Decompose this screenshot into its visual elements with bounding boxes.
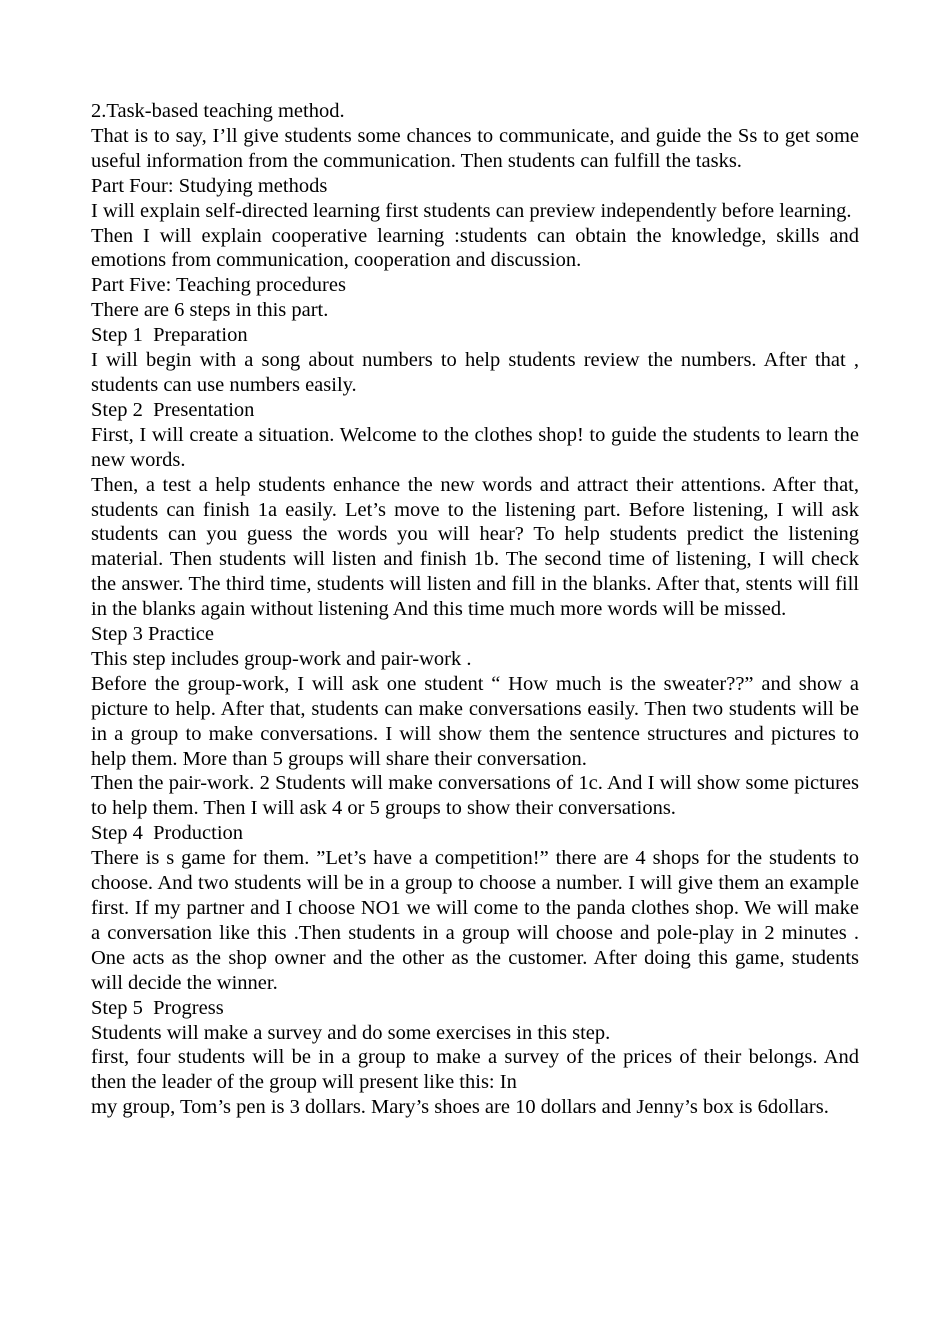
paragraph-practice-intro: This step includes group-work and pair-work .	[91, 647, 472, 670]
step-heading-preparation: Step 1 Preparation	[91, 324, 248, 347]
paragraph-progress-intro: Students will make a survey and do some exercises in this step.	[91, 1021, 611, 1044]
paragraph-progress-survey: first, four students will be in a group to make a survey of the prices of their belongs. And then the leader of the group will present like this: In	[91, 1046, 865, 1094]
paragraph-presentation-listening: Then, a test a help students enhance the new words and attract their attentions. After that, students can finish 1a easily. Let’s move to the listening part. Before listening, I will ask students can you guess the words you will hear? To help students predict the listening material. Then students will listen and finish 1b. The second time of listening, I will check the answer. The third time, students will listen and fill in the blanks. After that, stents will fill in the blanks again without listening And this time much more words will be missed.	[91, 473, 865, 621]
step-heading-production: Step 4 Production	[91, 822, 244, 845]
paragraph-preparation: I will begin with a song about numbers to help students review the numbers. After that , students can use numbers easily.	[91, 349, 865, 396]
section-heading-part-four: Part Four: Studying methods	[91, 174, 328, 197]
paragraph-progress-example: my group, Tom’s pen is 3 dollars. Mary’s shoes are 10 dollars and Jenny’s box is 6dollars.	[91, 1096, 829, 1119]
section-heading-task-based-method: 2.Task-based teaching method.	[91, 100, 345, 122]
paragraph-production-game: There is s game for them. ”Let’s have a competition!” there are 4 shops for the students to choose. And two students will be in a group to choose a number. I will give them an example first. If my partner and I choose NO1 we will come to the panda clothes shop. We will make a conversation like this .Then students in a group will choose and pole-play in 2 minutes . One acts as the shop owner and the other as the customer. After doing this game, students will decide the winner.	[91, 847, 865, 994]
paragraph-cooperative-learning: Then I will explain cooperative learning :students can obtain the knowledge, skills and emotions from communication, cooperation and discussion.	[91, 224, 865, 272]
paragraph-practice-group-work: Before the group-work, I will ask one student “ How much is the sweater??” and show a picture to help. After that, students can make conversations easily. Then two students will be in a group to make conversations. I will show them the sentence structures and pictures to help them. More than 5 groups will share their conversation.	[91, 672, 865, 770]
paragraph-task-based-description: That is to say, I’ll give students some chances to communicate, and guide the Ss to get some useful information from the communication. Then students can fulfill the tasks.	[91, 124, 865, 172]
paragraph-presentation-situation: First, I will create a situation. Welcome to the clothes shop! to guide the students to learn the new words.	[91, 423, 865, 471]
document-page	[91, 99, 865, 1120]
paragraph-practice-pair-work: Then the pair-work. 2 Students will make conversations of 1c. And I will show some pictures to help them. Then I will ask 4 or 5 groups to show their conversations.	[91, 772, 865, 820]
step-heading-presentation: Step 2 Presentation	[91, 398, 255, 421]
step-heading-practice: Step 3 Practice	[91, 623, 214, 646]
step-heading-progress: Step 5 Progress	[91, 996, 224, 1019]
paragraph-steps-intro: There are 6 steps in this part.	[91, 299, 329, 322]
paragraph-self-directed-learning: I will explain self-directed learning first students can preview independently before learning.	[91, 199, 852, 222]
section-heading-part-five: Part Five: Teaching procedures	[91, 274, 346, 297]
